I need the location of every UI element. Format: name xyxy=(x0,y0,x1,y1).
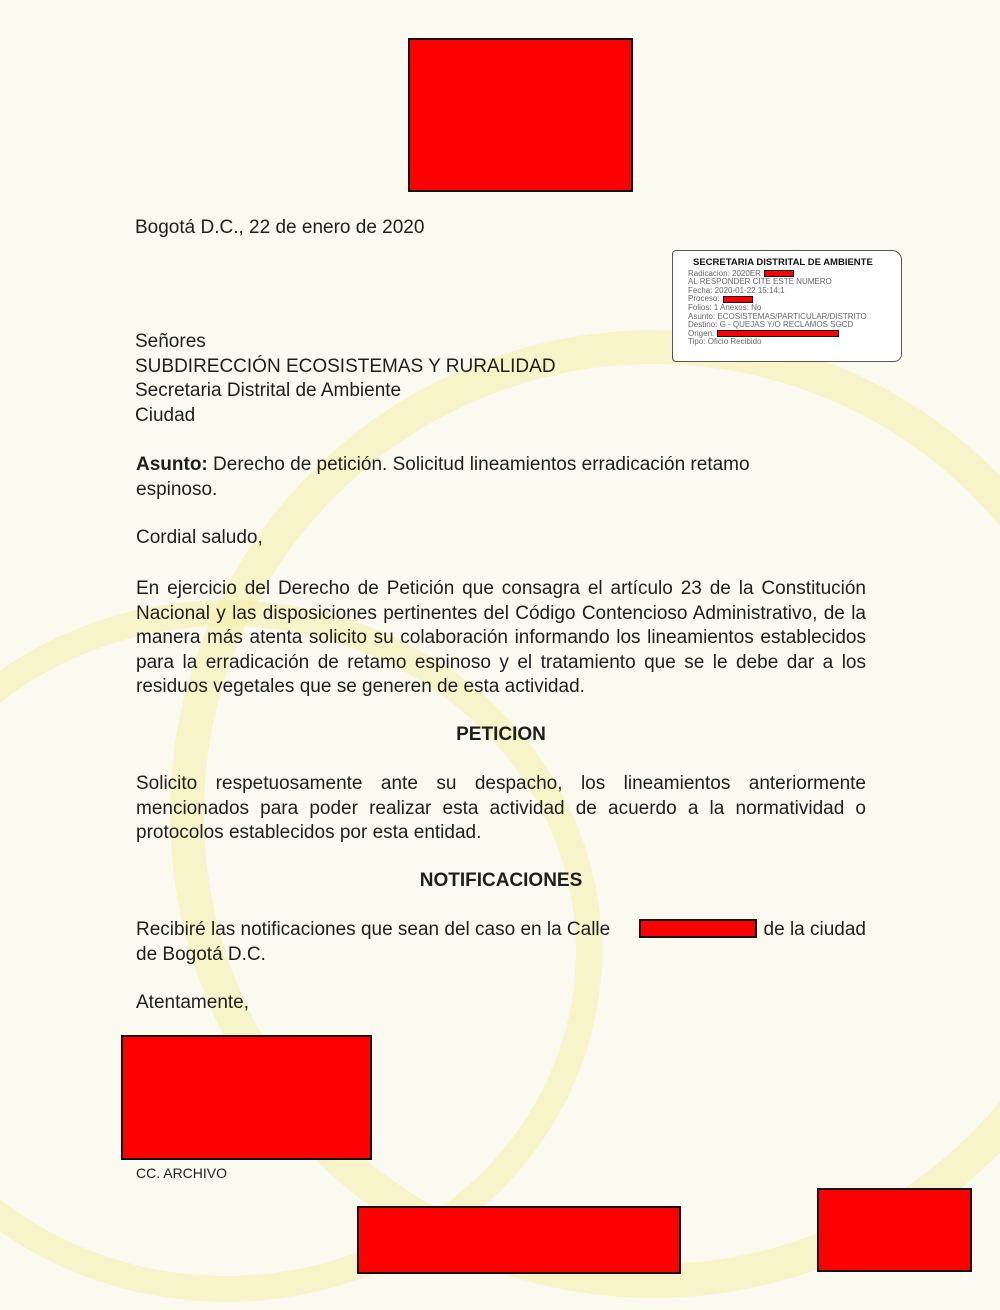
stamp-line: Folios: 1 Anexos: No xyxy=(688,302,762,312)
subject xyxy=(136,453,796,502)
stamp-line: Destino: G - QUEJAS Y/O RECLAMOS SGCD xyxy=(688,320,854,330)
cc-archivo: CC. ARCHIVO xyxy=(136,1165,228,1181)
subject-text: Derecho de petición. Solicitud lineamientos erradicación retamo espinoso. xyxy=(136,454,750,500)
stamp-line: AL RESPONDER CITE ESTE NUMERO xyxy=(688,277,832,287)
recipient-block xyxy=(135,330,556,428)
stamp-line: Tipo: Oficio Recibido xyxy=(688,337,762,347)
peticion-heading: PETICION xyxy=(456,724,546,745)
notificaciones-heading: NOTIFICACIONES xyxy=(419,870,583,891)
body-paragraph: En ejercicio del Derecho de Petición que consagra el artículo 23 de la Constitución Nacional y las disposiciones pertinentes del Código Contencioso Administrativo, de la manera más atenta solicito su colaboración informando los lineamientos establecidos para la erradicación de retamo espinoso y el tratamiento que se le debe dar a los residuos vegetales que se generen de esta actividad. xyxy=(136,578,866,697)
redacted-footer-logo xyxy=(817,1188,972,1272)
stamp-redaction xyxy=(717,330,839,337)
recipient-line: Secretaria Distrital de Ambiente xyxy=(135,380,402,401)
redacted-logo xyxy=(408,38,633,192)
stamp-line: Asunto: ECOSISTEMAS/PARTICULAR/DISTRITO xyxy=(688,311,867,321)
greeting: Cordial saludo, xyxy=(136,527,263,548)
notif-text-before: Recibiré las notificaciones que sean del caso en la Calle xyxy=(136,919,611,940)
stamp-line: Origen: xyxy=(688,328,715,338)
redacted-address xyxy=(639,919,757,938)
stamp-line: Proceso: xyxy=(688,294,720,304)
subject-label: Asunto: xyxy=(136,454,208,475)
recipient-line: Ciudad xyxy=(135,404,196,426)
stamp-line: Radicacion: 2020ER xyxy=(688,268,761,278)
notif-text-after: de la ciudad xyxy=(763,919,866,940)
notif-line-2: de Bogotá D.C. xyxy=(136,943,266,965)
recipient-line: Señores xyxy=(135,331,206,352)
redacted-footer xyxy=(357,1206,681,1274)
redacted-signature xyxy=(121,1035,372,1160)
filing-stamp xyxy=(672,250,902,362)
stamp-redaction xyxy=(764,270,794,277)
peticion-text: Solicito respetuosamente ante su despacho, los lineamientos anteriormente mencionados para poder realizar esta actividad de acuerdo a la normatividad o protocolos establecidos por esta entidad. xyxy=(136,773,866,843)
recipient-line: SUBDIRECCIÓN ECOSISTEMAS Y RURALIDAD xyxy=(135,355,556,377)
stamp-line: Fecha: 2020-01-22 15:14:1 xyxy=(688,285,785,295)
stamp-redaction xyxy=(723,296,753,303)
stamp-title: SECRETARIA DISTRITAL DE AMBIENTE xyxy=(693,257,873,268)
closing: Atentamente, xyxy=(136,992,250,1013)
date-line: Bogotá D.C., 22 de enero de 2020 xyxy=(135,217,425,238)
